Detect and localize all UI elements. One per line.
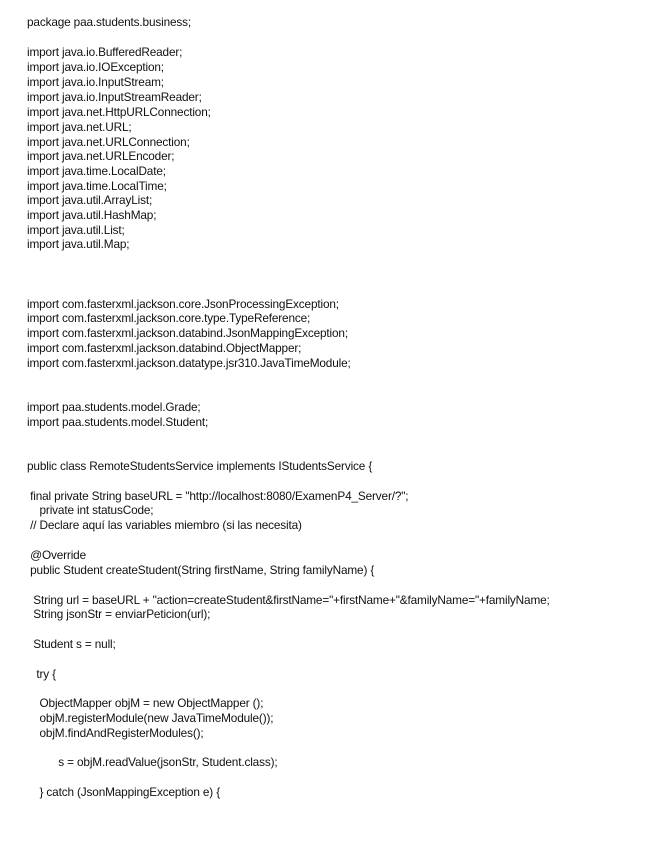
code-line: import java.net.URLEncoder; [27,149,175,163]
code-line: import java.io.BufferedReader; [27,45,183,59]
code-line: import java.util.HashMap; [27,208,157,222]
code-line: import com.fasterxml.jackson.datatype.jsr310.JavaTimeModule; [27,356,351,370]
code-line: ObjectMapper objM = new ObjectMapper (); [27,696,264,710]
code-line: private int statusCode; [27,503,154,517]
code-line: public class RemoteStudentsService implements IStudentsService { [27,459,373,473]
code-line: import java.io.InputStream; [27,75,164,89]
code-line: import java.net.URL; [27,120,132,134]
code-line: import java.net.HttpURLConnection; [27,105,211,119]
code-line: import paa.students.model.Student; [27,415,209,429]
code-line: try { [27,667,56,681]
code-line: import paa.students.model.Grade; [27,400,201,414]
code-line: import java.util.ArrayList; [27,193,153,207]
code-line: import java.time.LocalDate; [27,164,166,178]
code-line: import com.fasterxml.jackson.core.type.TypeReference; [27,311,311,325]
code-line: public Student createStudent(String firstName, String familyName) { [27,563,375,577]
code-line: import com.fasterxml.jackson.databind.ObjectMapper; [27,341,302,355]
code-line: import com.fasterxml.jackson.databind.JsonMappingException; [27,326,348,340]
code-line: objM.registerModule(new JavaTimeModule()); [27,711,274,725]
code-line: s = objM.readValue(jsonStr, Student.class); [27,755,278,769]
code-line: objM.findAndRegisterModules(); [27,726,204,740]
code-line: final private String baseURL = "http://localhost:8080/ExamenP4_Server/?"; [27,489,409,503]
code-line: @Override [27,548,86,562]
code-line: // Declare aquí las variables miembro (si las necesita) [27,518,302,532]
code-line: Student s = null; [27,637,116,651]
code-line: import java.time.LocalTime; [27,179,167,193]
code-line: import java.io.IOException; [27,60,164,74]
code-line: String url = baseURL + "action=createStudent&firstName="+firstName+"&familyName="+familyName; [27,593,550,607]
code-line: } catch (JsonMappingException e) { [27,785,220,799]
code-line: package paa.students.business; [27,15,192,29]
code-line: import java.util.List; [27,223,125,237]
code-line: import java.io.InputStreamReader; [27,90,202,104]
code-line: import com.fasterxml.jackson.core.JsonProcessingException; [27,297,339,311]
code-line: import java.net.URLConnection; [27,135,190,149]
code-line: String jsonStr = enviarPeticion(url); [27,607,211,621]
code-line: import java.util.Map; [27,237,130,251]
